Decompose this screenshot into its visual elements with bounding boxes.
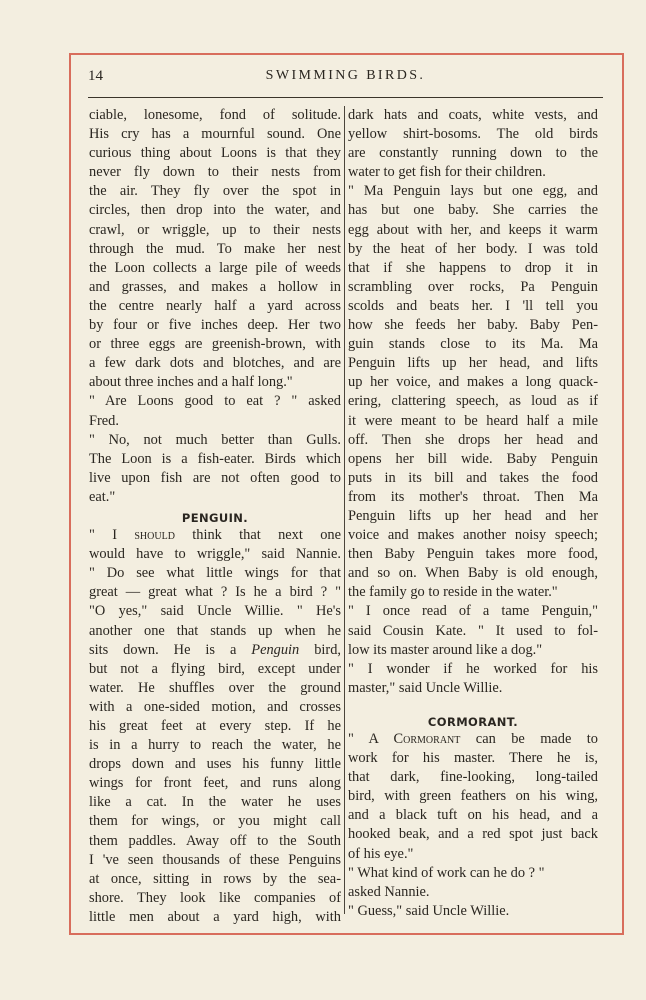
text-line: and so on. When Baby is old enough, (348, 565, 598, 582)
text-line: egg about with her, and keeps it warm (348, 221, 598, 238)
text-line: scrambling over rocks, Pa Penguin (348, 278, 598, 295)
text-line: off. Then she drops her head and (348, 431, 598, 448)
penguin-text-b (89, 660, 341, 927)
page-number: 14 (88, 68, 103, 84)
loon-text (89, 106, 341, 507)
text-line: would have to wriggle," said Nannie. (89, 546, 341, 563)
right-column (348, 106, 598, 921)
text-line: asked Nannie. (348, 883, 430, 900)
text-line: that dark, fine-looking, long-tailed (348, 769, 598, 786)
text-line: voice and makes another noisy speech; (348, 527, 598, 544)
text-line: has but one baby. She carries the (348, 202, 598, 219)
small-caps-word: Cormorant (393, 731, 461, 747)
text-line: by the heat of her body. I was told (348, 240, 598, 257)
text-line: the Loon collects a large pile of weeds (89, 259, 341, 276)
text-line: it were meant to be heard half a mile (348, 412, 598, 429)
text-line: " Guess," said Uncle Willie. (348, 902, 510, 919)
text-line: " I once read of a tame Penguin," (348, 603, 598, 620)
text-line: Fred. (89, 412, 119, 429)
text-line: scolds and beats her. I 'll tell you (348, 297, 598, 314)
text-line: the air. They fly over the spot in (89, 183, 341, 200)
text-line: of his eye." (348, 845, 414, 862)
text-line: but not a flying bird, except under (89, 660, 341, 677)
text-line: " I wonder if he worked for his (348, 660, 598, 677)
text-line: and grasses, and makes a hollow in (89, 278, 341, 295)
text-line: ciable, lonesome, fond of solitude. (89, 107, 341, 123)
text-line: his great feet at every step. If he (89, 718, 341, 734)
text-line: never fly down to their nests from (89, 164, 341, 181)
text-line: with a one-sided motion, and crosses (89, 698, 341, 715)
text-line: through the mud. To make her nest (89, 240, 341, 257)
text-line: them for wings, or you might call (89, 813, 341, 830)
text-line: another one that stands up when he (89, 622, 341, 639)
text-line: live upon fish are not often good to (89, 469, 341, 486)
cormorant-text (348, 749, 598, 921)
running-header (88, 66, 603, 90)
running-title: SWIMMING BIRDS. (265, 68, 426, 83)
left-column (89, 106, 341, 927)
text-line: dark hats and coats, white vests, and (348, 107, 598, 123)
section-heading-penguin: PENGUIN. (181, 510, 249, 525)
small-caps-word: should (134, 527, 175, 544)
text-line: are constantly running down to the (348, 145, 598, 162)
text-line: curious thing about Loons is that they (89, 145, 341, 162)
text-line: puts in its bill and takes the food (348, 469, 598, 486)
text-line: hooked beak, and a red spot just back (348, 826, 598, 843)
text-line: how she feeds her baby. Baby Pen- (348, 317, 598, 334)
text-line: crawl, or wriggle, up to their nests (89, 221, 341, 238)
text-line: circles, then drop into the water, and (89, 202, 341, 219)
text-line: " Are Loons good to eat ? " asked (89, 393, 341, 410)
text-line: work for his master. There he is, (348, 750, 598, 767)
section-gap (348, 698, 598, 711)
text-line: shore. They look like companies of (89, 889, 341, 906)
text-line: said Cousin Kate. " It used to fol- (348, 622, 598, 639)
text-line: then Baby Penguin takes more food, (348, 546, 598, 563)
text-line: or three eggs are greenish-brown, with (89, 336, 341, 353)
text-line: " Do see what little wings for that (89, 565, 341, 582)
text-line: " A Cormorant can be made to (348, 731, 598, 747)
text-line: is in a hurry to reach the water, he (89, 737, 341, 754)
text-line: up her voice, and makes a long quack- (348, 374, 598, 391)
text-line: the family go to reside in the water." (348, 584, 558, 601)
text-line: the centre nearly half a yard across (89, 297, 341, 314)
header-rule (88, 97, 603, 98)
text-line: His cry has a mournful sound. One (89, 126, 341, 143)
text-line: like a cat. In the water he uses (89, 794, 341, 811)
text-line: Penguin lifts up her head and her (348, 507, 598, 524)
text-line: water. He shuffles over the ground (89, 679, 341, 696)
text-line: guin stands close to its Ma. Ma (348, 336, 598, 353)
text-line: yellow shirt-bosoms. The old birds (348, 126, 598, 143)
text-line: " I should think that next one (89, 527, 341, 544)
penguin-continued-text (348, 106, 598, 698)
text-line: by four or five inches deep. Her two (89, 317, 341, 334)
column-rule (344, 106, 345, 914)
text-line: them paddles. Away off to the South (89, 832, 341, 849)
penguin-text-a (89, 545, 341, 640)
text-line: little men about a yard high, with (89, 908, 341, 925)
text-line: low its master around like a dog." (348, 641, 543, 658)
text-line: from its mother's throat. Then Ma (348, 488, 598, 505)
text-line: "O yes," said Uncle Willie. " He's (89, 603, 341, 620)
text-line: that if she happens to drop it in (348, 259, 598, 276)
text-line: " No, not much better than Gulls. (89, 431, 341, 448)
text-line: The Loon is a fish-eater. Birds which (89, 450, 341, 467)
text-line: sits down. He is a Penguin bird, (89, 641, 341, 658)
text-line: Penguin lifts up her head, and lifts (348, 355, 598, 372)
text-line: at once, sitting in rows by the sea- (89, 870, 341, 887)
text-line: ering, clattering speech, as loud as if (348, 393, 598, 410)
text-line: and a black tuft on his head, and a (348, 807, 598, 824)
italic-word: Penguin (251, 641, 300, 658)
text-line: " What kind of work can he do ? " (348, 864, 545, 881)
text-line: opens her bill wide. Baby Penguin (348, 450, 598, 467)
text-line: master," said Uncle Willie. (348, 679, 503, 696)
text-line: eat." (89, 488, 116, 505)
text-line: about three inches and a half long." (89, 374, 293, 391)
text-line: great — great what ? Is he a bird ? " (89, 584, 341, 601)
text-line: a few dark dots and blotches, and are (89, 355, 341, 372)
section-heading-cormorant: CORMORANT. (427, 714, 519, 729)
text-line: bird, with green feathers on his wing, (348, 788, 598, 805)
text-line: I 've seen thousands of these Penguins (89, 851, 341, 868)
text-line: " Ma Penguin lays but one egg, and (348, 183, 598, 200)
text-line: drops down and uses his funny little (89, 756, 341, 773)
text-line: water to get fish for their children. (348, 164, 546, 181)
text-line: wings for front feet, and runs along (89, 775, 341, 792)
